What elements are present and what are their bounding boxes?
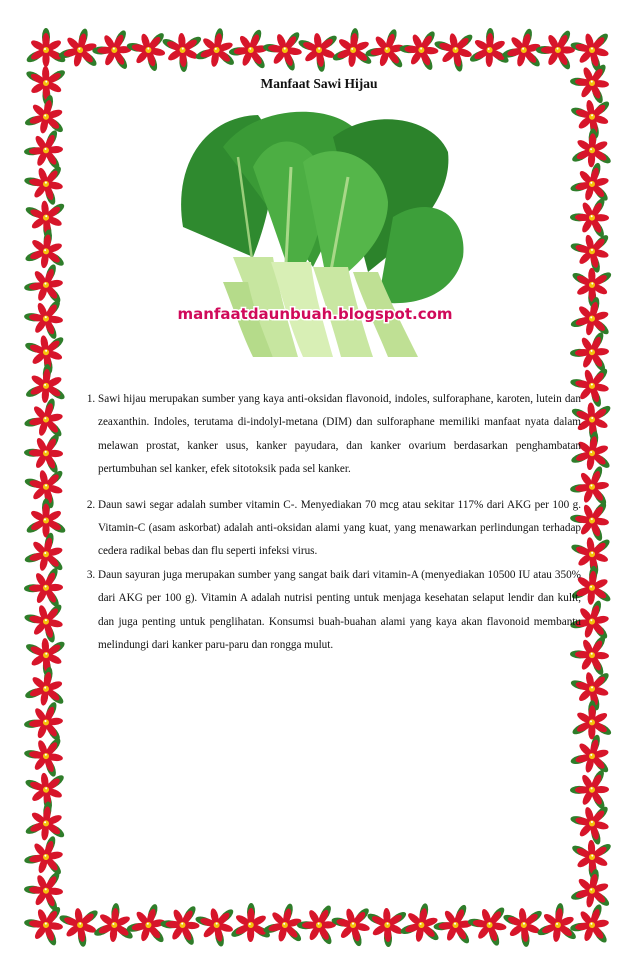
poinsettia-icon <box>565 188 621 243</box>
poinsettia-icon <box>566 323 621 377</box>
poinsettia-icon <box>429 20 486 77</box>
poinsettia-icon <box>25 499 67 538</box>
poinsettia-icon <box>19 726 76 783</box>
poinsettia-icon <box>397 899 446 945</box>
benefit-list <box>80 388 581 657</box>
poinsettia-icon <box>330 26 376 69</box>
poinsettia-icon <box>570 127 614 168</box>
poinsettia-icon <box>22 663 70 709</box>
poinsettia-icon <box>24 362 69 404</box>
poinsettia-icon <box>92 901 137 944</box>
poinsettia-icon <box>468 27 511 67</box>
poinsettia-icon <box>566 897 619 948</box>
list-item: 3. Daun sayuran juga merupakan sumber yang sangat baik dari vitamin-A (menyediakan 10500 IU atau 350% dari AKG per 100 g). Vitamin A adalah nutrisi penting untuk menjaga kesehatan selaput lendir dan kulit, dan juga penting untuk penglihatan. Konsumsi buah-buahan alami yang kaya akan flavonoid membantu melindungi dari kanker paru-paru dan rongga mulut. <box>98 564 581 658</box>
poinsettia-icon <box>190 895 247 952</box>
poinsettia-icon <box>25 28 67 67</box>
poinsettia-icon <box>326 895 383 952</box>
poinsettia-icon <box>229 903 272 943</box>
poinsettia-icon <box>20 121 75 175</box>
poinsettia-icon <box>23 227 70 271</box>
poinsettia-icon <box>19 423 75 478</box>
poinsettia-icon <box>193 25 241 71</box>
poinsettia-icon <box>19 861 76 917</box>
poinsettia-icon <box>362 895 418 952</box>
list-item: 1. Sawi hijau merupakan sumber yang kaya anti-oksidan flavonoid, indoles, sulforaphane, karoten, lutein dan zeaxanthin. Indoles, terutama di-indolyl-metana (DIM) dan sulforaphane memiliki manfaat nyata dalam melawan prostat, kanker usus, kanker payudara, dan kanker ovarium berdasarkan penghambatan pertumbuhan sel kanker, efek sitotoksik pada sel kanker. <box>98 388 581 482</box>
photo-watermark: manfaatdaunbuah.blogspot.com <box>177 305 453 323</box>
bok-choy-photo <box>163 107 468 360</box>
poinsettia-icon <box>19 558 74 612</box>
poinsettia-icon <box>568 865 617 911</box>
poinsettia-icon <box>19 591 76 648</box>
poinsettia-icon <box>565 760 621 815</box>
page-title: Manfaat Sawi Hijau <box>260 76 378 91</box>
poinsettia-icon <box>535 901 582 945</box>
poinsettia-icon <box>293 20 350 77</box>
list-item: 2. Daun sawi segar adalah sumber vitamin C-. Menyediakan 70 mcg atau sekitar 117% dari AKG per 100 g. Vitamin-C (asam askorbat) adalah anti-oksidan alami yang kuat, yang menawarkan perlindungan terhadap cedera radikal bebas dan flu seperti infeksi virus. <box>98 494 581 564</box>
poinsettia-icon <box>157 20 213 77</box>
poinsettia-icon <box>19 154 76 211</box>
poinsettia-icon <box>565 20 622 77</box>
poinsettia-icon <box>23 799 69 842</box>
poinsettia-icon <box>498 895 554 952</box>
poinsettia-icon <box>19 288 76 344</box>
poinsettia-icon <box>565 793 622 850</box>
poinsettia-icon <box>54 895 111 952</box>
poinsettia-icon <box>571 700 614 740</box>
